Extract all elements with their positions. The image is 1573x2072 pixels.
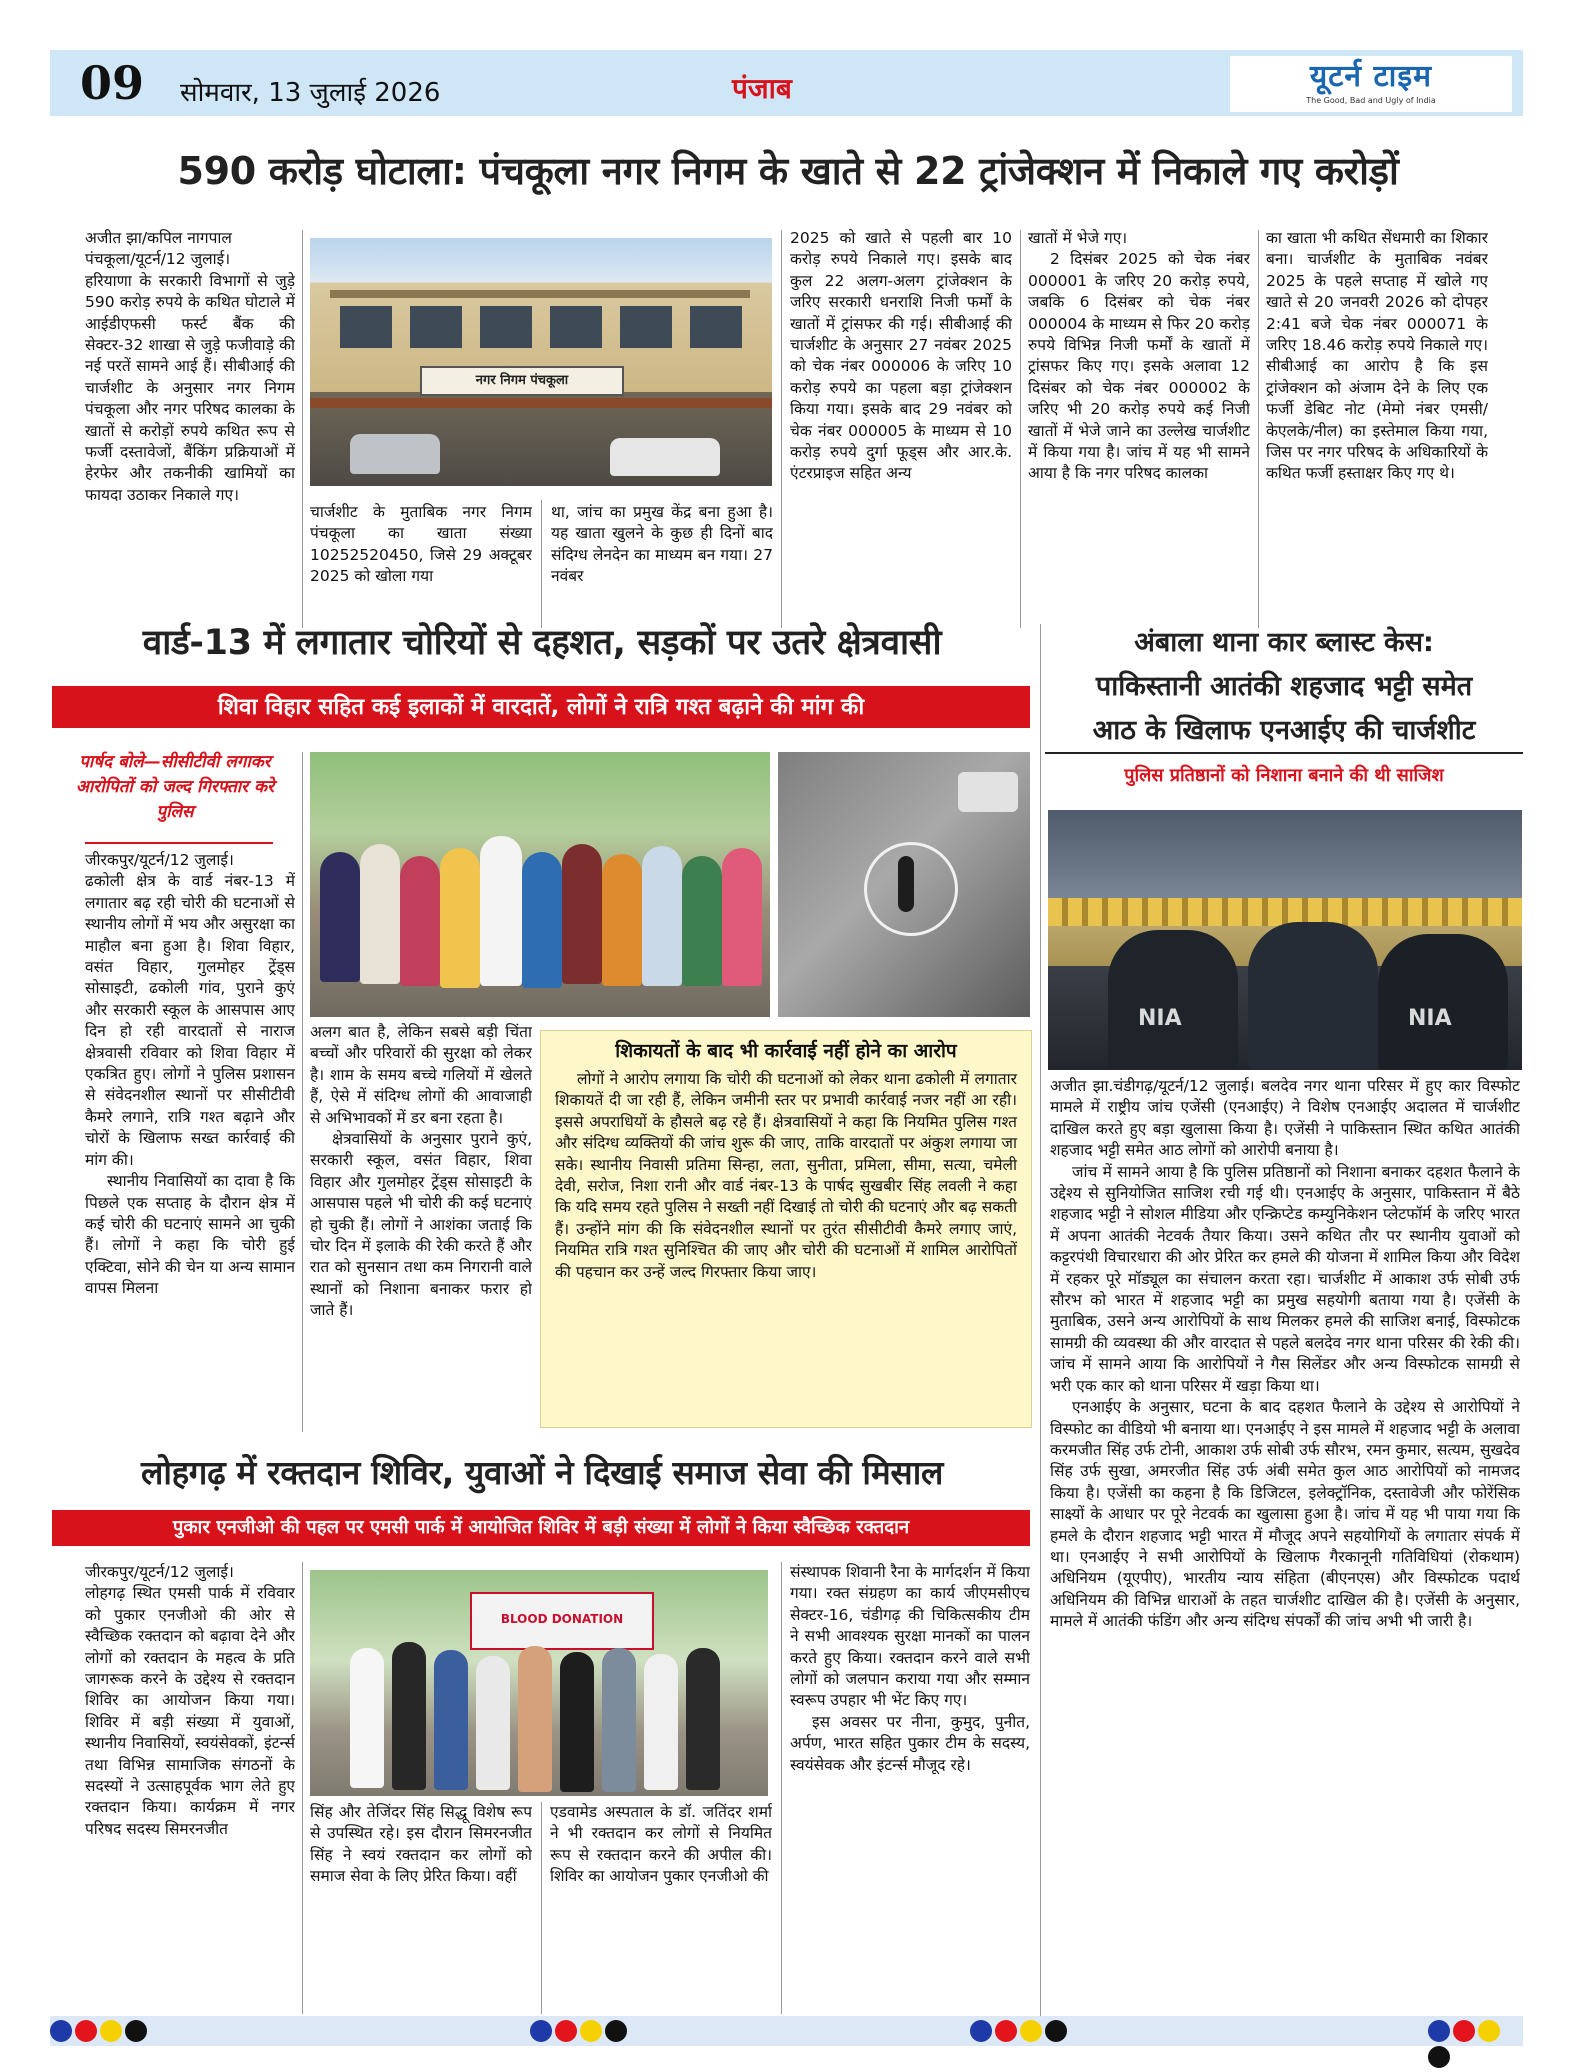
story2-box: [540, 1030, 1032, 1428]
divider: [1258, 230, 1259, 628]
dot: [75, 2020, 97, 2042]
story3-p1: अजीत झा.चंडीगढ़/यूटर्न/12 जुलाई। बलदेव नगर थाना परिसर में हुए कार विस्फोट मामले में राष्ट्रीय जांच एजेंसी (एनआईए) ने विशेष एनआईए अदालत में चार्जशीट दाखिल करते हुए बड़ा खुलासा किया है। एजेंसी ने पाकिस्तान स्थित कथित आतंकी शहजाद भट्टी समेत आठ लोगों को आरोपी बनाया है।: [1050, 1077, 1520, 1160]
page-number: 09: [80, 56, 145, 110]
footer-dots-2: [530, 2020, 630, 2046]
section-name: पंजाब: [732, 72, 792, 105]
issue-date: सोमवार, 13 जुलाई 2026: [180, 78, 441, 108]
nia-photo: [1048, 810, 1522, 1070]
dot: [1020, 2020, 1042, 2042]
dot: [605, 2020, 627, 2042]
footer-dots-1: [50, 2020, 150, 2046]
dot: [530, 2020, 552, 2042]
divider: [302, 752, 303, 1432]
dot: [1428, 2046, 1450, 2068]
story2-col1: [85, 850, 295, 1432]
story2-subhead: शिवा विहार सहित कई इलाकों में वारदातें, लोगों ने रात्रि गश्त बढ़ाने की मांग की: [52, 686, 1030, 728]
story3-p2: जांच में सामने आया है कि पुलिस प्रतिष्ठानों को निशाना बनाकर दहशत फैलाने के उद्देश्य से सुनियोजित साजिश रची गई थी। एनआईए के अनुसार, पाकिस्तान में बैठे शहजाद भट्टी ने सोशल मीडिया और एन्क्रिप्टेड कम्युनिकेशन प्लेटफॉर्म के जरिए भारत में अपना आतंकी नेटवर्क तैयार किया। उसने कथित तौर पर स्थानीय युवाओं को कट्टरपंथी विचारधारा की ओर प्रेरित कर हमले की योजना में शामिल किया और विदेश में रहकर पूरे मॉड्यूल का संचालन करता रहा। चार्जशीट में आकाश उर्फ सोबी उर्फ सौरभ को भारत में शहजाद भट्टी का प्रमुख सहयोगी बताया गया है। एजेंसी के मुताबिक, उसने अन्य आरोपियों के साथ मिलकर हमले की साजिश बनाई, विस्फोटक सामग्री की व्यवस्था की और वारदात से पहले बलदेव नगर थाना परिसर की रेकी की। जांच में सामने आया कि आरोपियों ने गैस सिलेंडर और अन्य विस्फोटक सामग्री से भरी एक कार को थाना परिसर में खड़ा किया था।: [1050, 1162, 1520, 1395]
divider: [1040, 624, 1041, 2022]
dot: [995, 2020, 1017, 2042]
story3-headline-l2: पाकिस्तानी आतंकी शहजाद भट्टी समेत: [1095, 671, 1473, 702]
story2-col2a: अलग बात है, लेकिन सबसे बड़ी चिंता बच्चों और परिवारों की सुरक्षा को लेकर है। शाम के समय बच्चे गलियों में खेलते हैं, ऐसे में संदिग्ध लोगों की आवाजाही से अभिभावकों में डर बना रहता है।: [310, 1023, 532, 1127]
story1-col4a: खातों में भेजे गए।: [1028, 229, 1128, 247]
story2-pullquote: पार्षद बोले—सीसीटीवी लगाकर आरोपितों को जल्द गिरफ्तार करे पुलिस: [75, 752, 275, 822]
blood-camp-photo: [310, 1570, 768, 1796]
camp-banner: BLOOD DONATION: [470, 1592, 654, 1650]
story2-box-text: [541, 1065, 1031, 1421]
divider: [302, 230, 303, 628]
building-photo: [310, 238, 772, 486]
story3-subhead: पुलिस प्रतिष्ठानों को निशाना बनाने की थी साजिश: [1124, 765, 1444, 786]
story1-col4b: 2 दिसंबर 2025 को चेक नंबर 000001 के जरिए 20 करोड़ रुपये, जबकि 6 दिसंबर को चेक नंबर 000004 के माध्यम से फिर 20 करोड़ रुपये विभिन्न निजी फर्मों के खातों में ट्रांसफर किए गए। इसके अलावा 12 दिसंबर को चेक नंबर 000002 के जरिए भी 20 करोड़ रुपये कई निजी खातों में भेजे जाने का उल्लेख चार्जशीट में किया गया है। जांच में यह भी सामने आया है कि नगर परिषद कालका: [1028, 250, 1250, 483]
story1-col2b: था, जांच का प्रमुख केंद्र बना हुआ है। यह खाता खुलने के कुछ ही दिनों बाद संदिग्ध लेनदेन का माध्यम बन गया। 27 नवंबर: [551, 503, 773, 586]
story4-subhead: पुकार एनजीओ की पहल पर एमसी पार्क में आयोजित शिविर में बड़ी संख्या में लोगों ने किया स्वैच्छिक रक्तदान: [52, 1510, 1030, 1546]
story1-dateline: पंचकूला/यूटर्न/12 जुलाई।: [85, 250, 231, 269]
dot: [125, 2020, 147, 2042]
logo-tagline: The Good, Bad and Ugly of India: [1306, 96, 1436, 105]
story3-p3: एनआईए के अनुसार, घटना के बाद दहशत फैलाने के उद्देश्य से आरोपियों ने विस्फोट का वीडियो भी बनाया था। एनआईए ने इस मामले में शहजाद भट्टी के अलावा करमजीत सिंह उर्फ टोनी, आकाश उर्फ सोबी उर्फ सौरभ, रमन कुमार, सत्यम, सुखदेव सिंह उर्फ सुखा, अमरजीत सिंह उर्फ अंबी समेत कुल आठ आरोपियों को नामजद किया है। एजेंसी का कहना है कि डिजिटल, इलेक्ट्रॉनिक, दस्तावेजी और फोरेंसिक साक्ष्यों के आधार पर पूरे नेटवर्क का खुलासा हुआ है। जांच में यह भी पाया गया कि हमले के दौरान शहजाद भट्टी भारत में मौजूद अपने सहयोगियों के लगातार संपर्क में था। एनआईए ने सभी आरोपियों के खिलाफ गैरकानूनी गतिविधियां (रोकथाम) अधिनियम (यूएपीए), भारतीय न्याय संहिता (बीएनएस) और विस्फोटक पदार्थ अधिनियम की विभिन्न धाराओं के तहत चार्जशीट दाखिल की है। एजेंसी के अनुसार, मामले में आतंकी फंडिंग और अन्य संदिग्ध संपर्कों की जांच अभी भी जारी है।: [1050, 1398, 1520, 1631]
divider: [541, 1802, 542, 2014]
story4-col4: [790, 1562, 1030, 2014]
story2-box-body: लोगों ने आरोप लगाया कि चोरी की घटनाओं को लेकर थाना ढकोली में लगातार शिकायतें दी जा रही हैं, लेकिन जमीनी स्तर पर प्रभावी कार्रवाई नजर नहीं आ रही। इससे अपराधियों के हौसले बढ़ रहे हैं। क्षेत्रवासियों ने कहा कि नियमित पुलिस गश्त और संदिग्ध व्यक्तियों की जांच शुरू की जाए, ताकि वारदातों पर अंकुश लगाया जा सके। स्थानीय निवासी प्रतिमा सिन्हा, लता, सुनीता, प्रमिला, सीमा, सत्या, चमेली देवी, सरोज, निशा रानी और वार्ड नंबर-13 के पार्षद सुखबीर सिंह लवली ने कहा कि यदि समय रहते पुलिस ने सख्ती नहीं दिखाई तो चोरी की घटनाएं और बढ़ सकती हैं। उन्होंने मांग की कि संवेदनशील स्थानों पर तुरंत सीसीटीवी कैमरे लगाए जाएं, नियमित रात्रि गश्त सुनिश्चित की जाए और चोरी की घटनाओं में शामिल आरोपितों की पहचान कर उन्हें जल्द गिरफ्तार किया जाए।: [555, 1070, 1017, 1281]
story1-headline: 590 करोड़ घोटाला: पंचकूला नगर निगम के खाते से 22 ट्रांजेक्शन में निकाले गए करोड़ों: [177, 149, 1399, 193]
footer-dots-3: [970, 2020, 1070, 2046]
story4-col4b: इस अवसर पर नीना, कुमुद, पुनीत, अर्पण, भारत सहित पुकार टीम के सदस्य, स्वयंसेवक और इंटर्न्स मौजूद रहे।: [790, 1712, 1030, 1774]
story2-dateline: जीरकपुर/यूटर्न/12 जुलाई।: [85, 851, 234, 869]
dot: [580, 2020, 602, 2042]
dot: [50, 2020, 72, 2042]
story1-col1-text: हरियाणा के सरकारी विभागों से जुड़े 590 करोड़ रुपये के कथित घोटाले में आईडीएफसी फर्स्ट बैंक की सेक्टर-32 शाखा से जुड़े फजीवाड़े की नई परतें सामने आई हैं। सीबीआई की चार्जशीट के अनुसार नगर निगम पंचकूला और नगर परिषद कालका के खातों से करोड़ों रुपये कथित रूप से फर्जी दस्तावेजों, बैंकिंग प्रक्रियाओं में हेरफेर और तकनीकी खामियों का फायदा उठाकर निकाले गए।: [85, 271, 295, 504]
dot: [1045, 2020, 1067, 2042]
story3-headline-l1: अंबाला थाना कार ब्लास्ट केस:: [1134, 627, 1434, 658]
dot: [100, 2020, 122, 2042]
dot: [970, 2020, 992, 2042]
divider: [541, 500, 542, 628]
story3-body: [1050, 1076, 1520, 2006]
story1-col1: [85, 228, 295, 628]
building-sign: नगर निगम पंचकूला: [420, 366, 624, 396]
story2-col2b: क्षेत्रवासियों के अनुसार पुराने कुएं, सरकारी स्कूल, वसंत विहार, शिवा विहार और गुलमोहर ट्रेंड्स सोसाइटी के आसपास पहले भी चोरी की कई घटनाएं हो चुकी हैं। लोगों ने आशंका जताई कि चोर दिन में इलाके की रेकी करते हैं और रात को सुनसान तथा कम निगरानी वाले स्थानों को निशाना बनाकर फरार हो जाते हैं।: [310, 1130, 532, 1320]
divider: [302, 1562, 303, 2014]
vest-label: NIA: [1408, 1006, 1452, 1031]
story1-col5: का खाता भी कथित सेंधमारी का शिकार बना। चार्जशीट के मुताबिक नवंबर 2025 के पहले सप्ताह में खोले गए खाते से 20 जनवरी 2026 को दोपहर 2:41 बजे चेक नंबर 000071 के जरिए 18.46 करोड़ रुपये निकाले गए। सीबीआई का आरोप है कि इस ट्रांजेक्शन को अंजाम देने के लिए एक फर्जी डेबिट नोट (मेमो नंबर एमसी/केएलके/नील) का इस्तेमाल किया गया, जिस पर नगर परिषद के अधिकारियों के कथित फर्जी हस्ताक्षर किए गए थे।: [1266, 229, 1488, 483]
story2-col2: [310, 1022, 532, 1432]
story3-headline-l3: आठ के खिलाफ एनआईए की चार्जशीट: [1092, 715, 1476, 746]
logo-text: यूटर्न टाइम: [1309, 59, 1433, 94]
divider: [1020, 230, 1021, 628]
story4-col1: [85, 1562, 295, 2016]
dot: [1428, 2020, 1450, 2042]
footer-band: [50, 2016, 1523, 2046]
story4-col2: सिंह और तेजिंदर सिंह सिद्धू विशेष रूप से उपस्थित रहे। इस दौरान सिमरनजीत सिंह ने स्वयं रक्तदान कर लोगों को समाज सेवा के लिए प्रेरित किया। वहीं: [310, 1803, 532, 1886]
story4-dateline: जीरकपुर/यूटर्न/12 जुलाई।: [85, 1563, 234, 1581]
story2-headline: वार्ड-13 में लगातार चोरियों से दहशत, सड़कों पर उतरे क्षेत्रवासी: [142, 623, 942, 663]
story4-col3: एडवामेड अस्पताल के डॉ. जतिंदर शर्मा ने भी रक्तदान कर लोगों से नियमित रूप से रक्तदान करने की अपील की। शिविर का आयोजन पुकार एनजीओ की: [550, 1803, 772, 1886]
dot: [555, 2020, 577, 2042]
divider: [781, 1562, 782, 2014]
story4-col4a: संस्थापक शिवानी रैना के मार्गदर्शन में किया गया। रक्त संग्रहण का कार्य जीएमसीएच सेक्टर-16, चंडीगढ़ की चिकित्सकीय टीम ने सभी आवश्यक सुरक्षा मानकों का पालन करते हुए किया। रक्तदान करने वाले सभी लोगों को जलपान कराया गया और सम्मान स्वरूप उपहार भी भेंट किए गए।: [790, 1563, 1030, 1710]
footer-dots-4: [1428, 2020, 1523, 2072]
dot: [1478, 2020, 1500, 2042]
story1-byline: अजीत झा/कपिल नागपाल: [85, 229, 232, 247]
rule: [1045, 752, 1523, 754]
story1-col4: [1028, 228, 1250, 628]
story2-col1b: स्थानीय निवासियों का दावा है कि पिछले एक सप्ताह के दौरान क्षेत्र में कई चोरी की घटनाएं सामने आ चुकी हैं। लोगों ने कहा कि चोरी हुई एक्टिवा, सोने की चेन या अन्य सामान वापस मिलना: [85, 1172, 295, 1298]
rule: [85, 842, 273, 844]
dot: [1453, 2020, 1475, 2042]
protest-photo: [310, 752, 770, 1017]
masthead-logo: [1230, 56, 1512, 112]
story2-col1a: ढकोली क्षेत्र के वार्ड नंबर-13 में लगातार बढ़ रही चोरी की घटनाओं से स्थानीय लोगों में भय और असुरक्षा का माहौल बना हुआ है। शिवा विहार, वसंत विहार, गुलमोहर ट्रेंड्स सोसाइटी, ढकोली गांव, पुराने कुएं और सरकारी स्कूल के आसपास आए दिन हो रही वारदातों से नाराज क्षेत्रवासी रविवार को शिवा विहार में एकत्रित हुए। लोगों ने पुलिस प्रशासन से संवेदनशील स्थानों पर सीसीटीवी कैमरे लगाने, रात्रि गश्त बढ़ाने और चोरों के खिलाफ सख्त कार्रवाई की मांग की।: [85, 872, 295, 1169]
story1-col2a: चार्जशीट के मुताबिक नगर निगम पंचकूला का खाता संख्या 10252520450, जिसे 29 अक्टूबर 2025 को खोला गया: [310, 503, 532, 586]
story4-headline: लोहगढ़ में रक्तदान शिविर, युवाओं ने दिखाई समाज सेवा की मिसाल: [140, 1453, 944, 1492]
story1-col3: 2025 को खाते से पहली बार 10 करोड़ रुपये निकाले गए। इसके बाद कुल 22 अलग-अलग ट्रांजेक्शन के जरिए सरकारी धनराशि निजी फर्मों के खातों में ट्रांसफर की गई। सीबीआई की चार्जशीट के अनुसार 27 नवंबर 2025 को चेक नंबर 000006 के जरिए 10 करोड़ रुपये का पहला बड़ा ट्रांजेक्शन किया गया। इसके बाद 29 नवंबर को चेक नंबर 000005 के माध्यम से 10 करोड़ रुपये दुर्गा फूड्स और आर.के. एंटरप्राइज सहित अन्य: [790, 229, 1012, 483]
cctv-photo: [778, 752, 1030, 1017]
story4-col1-text: लोहगढ़ स्थित एमसी पार्क में रविवार को पुकार एनजीओ की ओर से स्वैच्छिक रक्तदान को बढ़ावा देने और लोगों को रक्तदान के महत्व के प्रति जागरूक करने के उद्देश्य से रक्तदान शिविर का आयोजन किया गया। शिविर में बड़ी संख्या में युवाओं, स्थानीय निवासियों, स्वयंसेवकों, इंटर्न्स तथा विभिन्न सामाजिक संगठनों के सदस्यों ने उत्साहपूर्वक भाग लेते हुए रक्तदान किया। कार्यक्रम में नगर परिषद सदस्य सिमरनजीत: [85, 1584, 295, 1838]
divider: [781, 230, 782, 628]
vest-label: NIA: [1138, 1006, 1182, 1031]
story2-box-title: शिकायतों के बाद भी कार्रवाई नहीं होने का आरोप: [615, 1040, 957, 1062]
